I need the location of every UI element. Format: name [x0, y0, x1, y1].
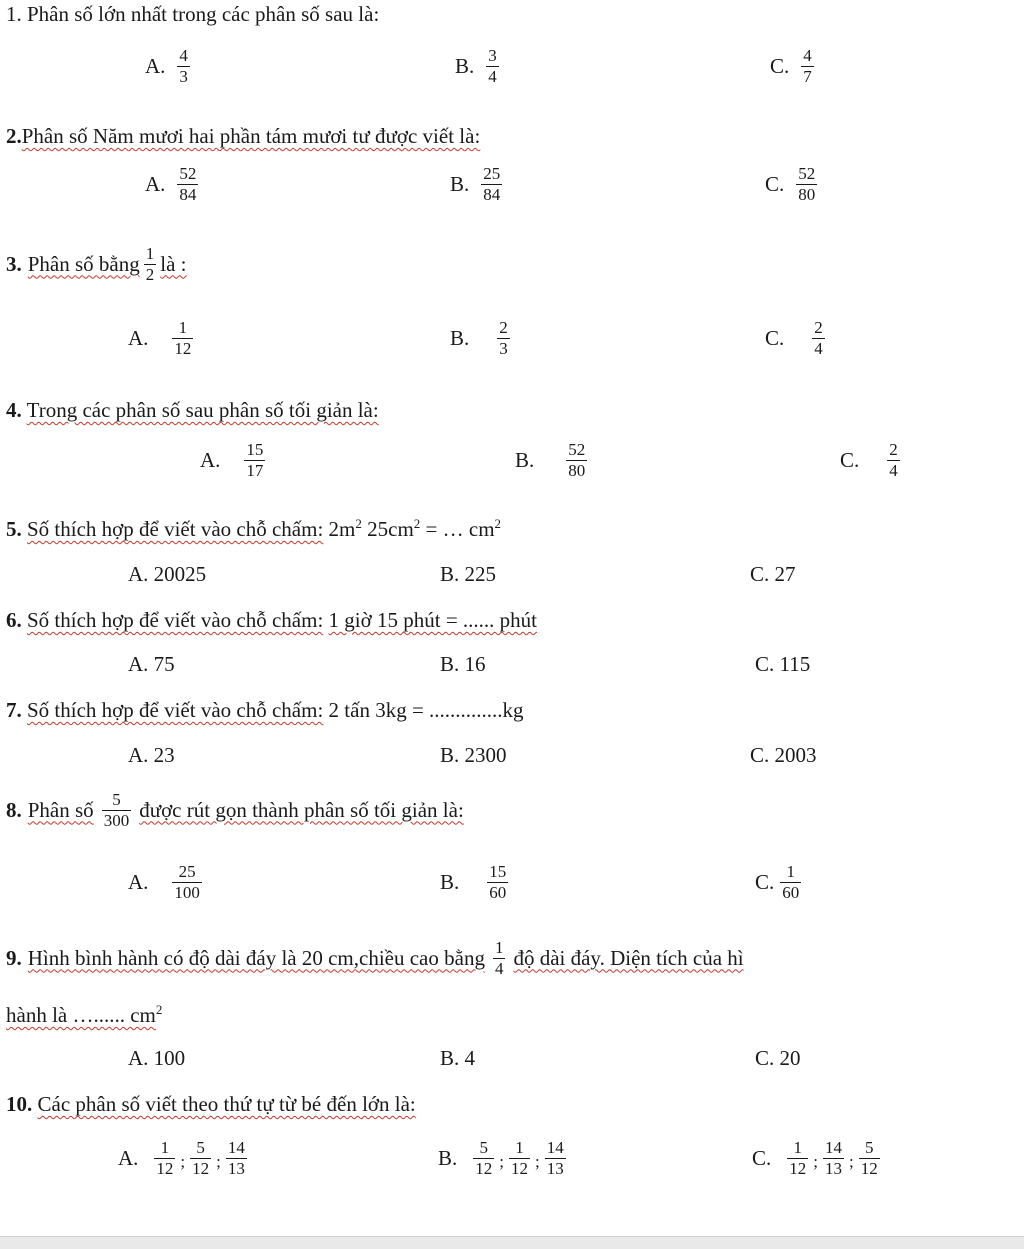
fraction: $\frac{14}{13}$: [825, 1138, 842, 1178]
mass-expression: 2 tấn 3kg = ..............kg: [328, 698, 524, 722]
q2-option-c: [765, 164, 821, 204]
q1-option-c: [770, 46, 818, 86]
q9-option-c: C. 20: [755, 1046, 801, 1070]
option-label: C.: [770, 53, 790, 78]
q4-option-b: [515, 440, 591, 480]
option-label: A.: [118, 1145, 139, 1170]
option-label: C.: [840, 447, 860, 472]
question-4: 4. Trong các phân số sau phân số tối giản là:: [6, 398, 379, 422]
fraction: $\frac{15}{17}$: [246, 440, 264, 480]
option-label: A.: [200, 447, 221, 472]
fraction: $\frac{1}{12}$: [156, 1138, 174, 1178]
fraction: $\frac{1}{12}$: [789, 1138, 807, 1178]
fraction: $\frac{1}{12}$: [174, 318, 192, 358]
question-6: 6. Số thích hợp để viết vào chỗ chấm: 1 giờ 15 phút = ...... phút: [6, 608, 537, 632]
fraction: $\frac{1}{2}$: [145, 244, 155, 284]
fraction: $\frac{4}{3}$: [179, 46, 188, 86]
q1-option-b: [455, 46, 503, 86]
option-label: B.: [515, 447, 535, 472]
q8-option-c: [755, 862, 805, 902]
q8-option-b: [440, 862, 512, 902]
fraction: $\frac{5}{12}$: [860, 1138, 878, 1178]
option-label: C.: [752, 1145, 772, 1170]
fraction: $\frac{1}{4}$: [494, 938, 504, 978]
fraction: $\frac{25}{100}$: [174, 862, 200, 902]
fraction: $\frac{1}{12}$: [511, 1138, 528, 1178]
fraction: $\frac{14}{13}$: [227, 1138, 245, 1178]
question-7: 7. Số thích hợp để viết vào chỗ chấm: 2 tấn 3kg = ..............kg: [6, 698, 524, 722]
option-label: B.: [440, 869, 460, 894]
q4-option-c: [840, 440, 904, 480]
q3-option-a: [128, 318, 197, 358]
option-label: A.: [145, 53, 166, 78]
q9-option-a: A. 100: [128, 1046, 186, 1070]
fraction: $\frac{3}{4}$: [488, 46, 497, 86]
option-label: B.: [455, 53, 475, 78]
q5-option-a: A. 20025: [128, 562, 207, 586]
q10-option-c: C. $\frac{1}{12}$ ; $\frac{14}{13}$ ; $\frac{5}{12}$: [752, 1138, 878, 1178]
question-5: 5. Số thích hợp để viết vào chỗ chấm: $2m^2$ $25cm^2$ = … $cm^2$: [6, 516, 502, 541]
q5-option-c: C. 27: [750, 562, 796, 586]
q7-option-a: A. 23: [128, 743, 175, 767]
q3-option-b: [450, 318, 514, 358]
q9-option-b: B. 4: [440, 1046, 476, 1070]
fraction: $\frac{52}{80}$: [568, 440, 586, 480]
q3-option-c: [765, 318, 829, 358]
q10-option-b: B. $\frac{5}{12}$ ; $\frac{1}{12}$ ; $\frac{14}{13}$: [438, 1138, 564, 1178]
q5-option-b: B. 225: [440, 562, 497, 586]
option-label: A.: [128, 869, 149, 894]
option-label: C.: [765, 325, 785, 350]
question-10-text: Các phân số viết theo thứ tự từ bé đến lớn là:: [37, 1092, 416, 1116]
option-label: A.: [128, 325, 149, 350]
question-2-text: Phân số Năm mươi hai phần tám mươi tư được viết là:: [21, 124, 481, 148]
option-label: C.: [755, 869, 775, 894]
option-label: B.: [450, 325, 470, 350]
question-10: 10. Các phân số viết theo thứ tự từ bé đến lớn là:: [6, 1092, 416, 1116]
fraction: $\frac{52}{80}$: [798, 164, 816, 204]
question-2: 2.Phân số Năm mươi hai phần tám mươi tư được viết là:: [6, 124, 481, 148]
fraction: $\frac{52}{84}$: [179, 164, 197, 204]
fraction: $\frac{4}{7}$: [803, 46, 812, 86]
q6-option-a: A. 75: [128, 652, 175, 676]
option-label: A.: [145, 171, 166, 196]
q6-option-b: B. 16: [440, 652, 486, 676]
fraction: $\frac{2}{3}$: [499, 318, 508, 358]
fraction: $\frac{5}{12}$: [475, 1138, 493, 1178]
fraction: $\frac{5}{300}$: [103, 790, 130, 830]
unit-expression: $2m^2$ $25cm^2$ = … $cm^2$: [328, 516, 502, 541]
question-6-text: Số thích hợp để viết vào chỗ chấm:: [27, 608, 324, 632]
fraction: $\frac{14}{13}$: [546, 1138, 564, 1178]
q1-option-a: [145, 46, 194, 86]
option-label: C.: [765, 171, 785, 196]
question-4-text: Trong các phân số sau phân số tối giản là:: [26, 398, 379, 422]
q6-option-c: C. 115: [755, 652, 811, 676]
question-5-text: Số thích hợp để viết vào chỗ chấm:: [27, 517, 324, 541]
question-8: 8. Phân số $\frac{5}{300}$ được rút gọn thành phân số tối giản là:: [6, 790, 464, 830]
time-expression: 1 giờ 15 phút = ...... phút: [328, 608, 537, 632]
fraction: $\frac{5}{12}$: [192, 1138, 210, 1178]
question-7-text: Số thích hợp để viết vào chỗ chấm:: [27, 698, 324, 722]
fraction: $\frac{1}{60}$: [782, 862, 800, 902]
bottom-edge-strip: [0, 1236, 1024, 1249]
fraction: $\frac{15}{60}$: [489, 862, 507, 902]
question-9: 9. Hình bình hành có độ dài đáy là 20 cm,chiều cao bằng $\frac{1}{4}$ độ dài đáy. Diện tích của hì: [6, 938, 744, 978]
question-1-text: 1. Phân số lớn nhất trong các phân số sau là:: [6, 2, 380, 26]
fraction: $\frac{2}{4}$: [889, 440, 898, 480]
question-1: [6, 2, 379, 27]
question-3: 3. Phân số bằng $\frac{1}{2}$ là :: [6, 244, 187, 284]
q4-option-a: [200, 440, 269, 480]
q2-option-a: [145, 164, 202, 204]
option-label: B.: [438, 1145, 458, 1170]
fraction: $\frac{2}{4}$: [814, 318, 823, 358]
q7-option-b: B. 2300: [440, 743, 507, 767]
question-9-line-2: hành là …...... $cm^2$: [6, 1002, 163, 1027]
option-label: B.: [450, 171, 470, 196]
q2-option-b: [450, 164, 506, 204]
q7-option-c: C. 2003: [750, 743, 817, 767]
fraction: $\frac{25}{84}$: [483, 164, 501, 204]
q8-option-a: [128, 862, 206, 902]
q10-option-a: A. $\frac{1}{12}$ ; $\frac{5}{12}$ ; $\frac{14}{13}$: [118, 1138, 245, 1178]
